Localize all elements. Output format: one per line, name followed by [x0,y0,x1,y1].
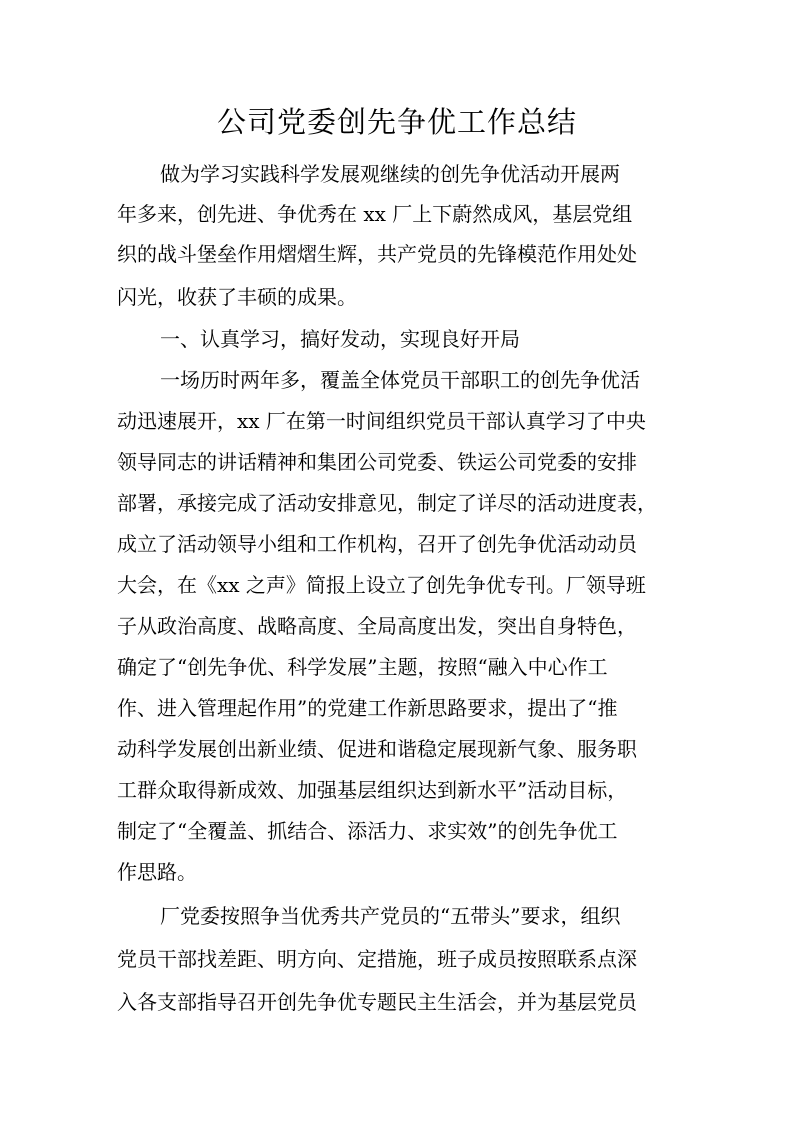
paragraph-line: 党员干部找差距、明方向、定措施，班子成员按照联系点深 [117,947,637,971]
paragraph-line: 制定了“全覆盖、抓结合、添活力、求实效”的创先争优工 [117,819,618,843]
paragraph-line: 做为学习实践科学发展观继续的创先争优活动开展两 [160,162,620,186]
paragraph-line: 工群众取得新成效、加强基层组织达到新水平”活动目标， [117,778,628,802]
paragraph-line: 成立了活动领导小组和工作机构，召开了创先争优活动动员 [117,532,637,556]
paragraph-line: 作思路。 [117,860,197,884]
paragraph-line: 子从政治高度、战略高度、全局高度出发，突出自身特色， [117,614,637,638]
paragraph-line: 作、进入管理起作用”的党建工作新思路要求，提出了“推 [117,696,618,720]
paragraph-line: 部署，承接完成了活动安排意见，制定了详尽的活动进度表， [117,491,657,515]
paragraph-line: 织的战斗堡垒作用熠熠生辉，共产党员的先锋模范作用处处 [117,242,637,266]
paragraph-line: 年多来，创先进、争优秀在 xx 厂上下蔚然成风，基层党组 [117,202,633,226]
paragraph-line: 确定了“创先争优、科学发展”主题，按照“融入中心作工 [117,655,608,679]
page-title: 公司党委创先争优工作总结 [216,105,577,139]
section-heading: 一、认真学习，搞好发动，实现良好开局 [160,327,520,351]
paragraph-line: 厂党委按照争当优秀共产党员的“五带头”要求，组织 [160,904,621,928]
paragraph-line: 动科学发展创出新业绩、促进和谐稳定展现新气象、服务职 [117,737,637,761]
paragraph-line: 大会，在《xx 之声》简报上设立了创先争优专刊。厂领导班 [117,573,646,597]
paragraph-line: 入各支部指导召开创先争优专题民主生活会，并为基层党员 [117,990,637,1014]
paragraph-line: 动迅速展开，xx 厂在第一时间组织党员干部认真学习了中央 [117,409,646,433]
paragraph-line: 一场历时两年多，覆盖全体党员干部职工的创先争优活 [160,368,640,392]
paragraph-line: 闪光，收获了丰硕的成果。 [117,285,357,309]
paragraph-line: 领导同志的讲话精神和集团公司党委、铁运公司党委的安排 [117,450,637,474]
